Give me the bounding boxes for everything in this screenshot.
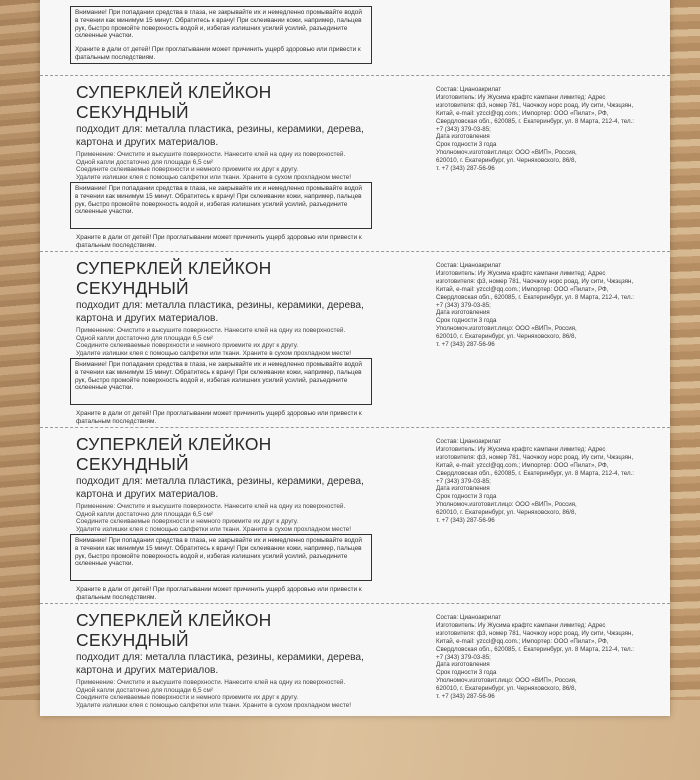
- materials-text: подходит для: металла пластика, резины, керамики, дерева, картона и других материалов.: [76, 476, 364, 500]
- product-title: [76, 610, 376, 650]
- warning-storage-text: Храните в дали от детей! При проглатывании может причинить ущерб здоровью или привести к фатальным последствиям.: [76, 234, 362, 249]
- usage-instructions: Применение: Очистите и высушите поверхности. Нанесите клей на одну из поверхностей. Одной капли достаточно для площади 6,5 см² Соедините склеиваемые поверхности и немного прижмите их друг к другу. Удалите излишки клея с помощью салфетки или ткани. Храните в сухом прохладном месте!: [76, 327, 352, 357]
- product-title-line1: СУПЕРКЛЕЙ КЛЕЙКОН: [76, 258, 272, 278]
- usage-instructions: Применение: Очистите и высушите поверхности. Нанесите клей на одну из поверхностей. Одной капли достаточно для площади 6,5 см² Соедините склеиваемые поверхности и немного прижмите их друг к другу. Удалите излишки клея с помощью салфетки или ткани. Храните в сухом прохладном месте!: [76, 679, 352, 709]
- product-title-line1: СУПЕРКЛЕЙ КЛЕЙКОН: [76, 434, 272, 454]
- warning-storage-text: Храните в дали от детей! При проглатывании может причинить ущерб здоровью или привести к фатальным последствиям.: [75, 46, 361, 61]
- glue-label-2: [40, 251, 670, 428]
- warning-box: [70, 6, 372, 64]
- product-title: [76, 82, 376, 122]
- glue-label-1: [40, 75, 670, 252]
- warning-storage-text: Храните в дали от детей! При проглатывании может причинить ущерб здоровью или привести к фатальным последствиям.: [76, 410, 362, 425]
- materials-text: подходит для: металла пластика, резины, керамики, дерева, картона и других материалов.: [76, 652, 364, 676]
- label-partial-top: [40, 0, 670, 75]
- usage-instructions: Применение: Очистите и высушите поверхности. Нанесите клей на одну из поверхностей. Одной капли достаточно для площади 6,5 см² Соедините склеиваемые поверхности и немного прижмите их друг к другу. Удалите излишки клея с помощью салфетки или ткани. Храните в сухом прохладном месте!: [76, 151, 352, 181]
- warning-text: Внимание! При попадании средства в глаза, не закрывайте их и немедленно промывайте водой в течении как минимум 15 минут. Обратитесь к врачу! При склеивании кожи, например, пальцев рук, быстро промойте поверхность водой и, избегая излишних усилий усилий, разъедините склеенные участки.: [75, 361, 362, 392]
- manufacturer-info: Состав: Цианоакрилат Изготовитель: Иу Жусима крафтс кампани лимитед: Адрес изготовителя: ф3, номер 781, Чаочжоу норс роад, Иу сити, Чжэцзян, Китай, e-mail: yzccl@qq.com.; Импортер: ООО «Пилат», РФ, Свердловская обл., 620085, г. Екатеринбург, ул. 8 Марта, 212-4, тел.: +7 (343) 379-03-85; Дата изготовления Срок годности 3 года Уполномоч.изготовит.лицо: ООО «ВИП», Россия, 620010, г. Екатеринбург, ул. Черняховского, 86/8, т. +7 (343) 287-56-96: [436, 438, 635, 525]
- manufacturer-info: Состав: Цианоакрилат Изготовитель: Иу Жусима крафтс кампани лимитед: Адрес изготовителя: ф3, номер 781, Чаочжоу норс роад, Иу сити, Чжэцзян, Китай, e-mail: yzccl@qq.com.; Импортер: ООО «Пилат», РФ, Свердловская обл., 620085, г. Екатеринбург, ул. 8 Марта, 212-4, тел.: +7 (343) 379-03-85; Дата изготовления Срок годности 3 года Уполномоч.изготовит.лицо: ООО «ВИП», Россия, 620010, г. Екатеринбург, ул. Черняховского, 86/8, т. +7 (343) 287-56-96: [436, 614, 635, 701]
- warning-text: Внимание! При попадании средства в глаза, не закрывайте их и немедленно промывайте водой в течении как минимум 15 минут. Обратитесь к врачу! При склеивании кожи, например, пальцев рук, быстро промойте поверхность водой и, избегая излишних усилий усилий, разъедините склеенные участки.: [75, 9, 362, 40]
- product-title-line1: СУПЕРКЛЕЙ КЛЕЙКОН: [76, 610, 272, 630]
- warning-box: [70, 182, 372, 229]
- manufacturer-info: Состав: Цианоакрилат Изготовитель: Иу Жусима крафтс кампани лимитед: Адрес изготовителя: ф3, номер 781, Чаочжоу норс роад, Иу сити, Чжэцзян, Китай, e-mail: yzccl@qq.com.; Импортер: ООО «Пилат», РФ, Свердловская обл., 620085, г. Екатеринбург, ул. 8 Марта, 212-4, тел.: +7 (343) 379-03-85; Дата изготовления Срок годности 3 года Уполномоч.изготовит.лицо: ООО «ВИП», Россия, 620010, г. Екатеринбург, ул. Черняховского, 86/8, т. +7 (343) 287-56-96: [436, 86, 635, 173]
- materials-text: подходит для: металла пластика, резины, керамики, дерева, картона и других материалов.: [76, 300, 364, 324]
- usage-instructions: Применение: Очистите и высушите поверхности. Нанесите клей на одну из поверхностей. Одной капли достаточно для площади 6,5 см² Соедините склеиваемые поверхности и немного прижмите их друг к другу. Удалите излишки клея с помощью салфетки или ткани. Храните в сухом прохладном месте!: [76, 503, 352, 533]
- product-title-line2: СЕКУНДНЫЙ: [76, 102, 189, 122]
- label-sheet: [40, 0, 670, 716]
- product-title: [76, 434, 376, 474]
- manufacturer-info: Состав: Цианоакрилат Изготовитель: Иу Жусима крафтс кампани лимитед: Адрес изготовителя: ф3, номер 781, Чаочжоу норс роад, Иу сити, Чжэцзян, Китай, e-mail: yzccl@qq.com.; Импортер: ООО «Пилат», РФ, Свердловская обл., 620085, г. Екатеринбург, ул. 8 Марта, 212-4, тел.: +7 (343) 379-03-85; Дата изготовления Срок годности 3 года Уполномоч.изготовит.лицо: ООО «ВИП», Россия, 620010, г. Екатеринбург, ул. Черняховского, 86/8, т. +7 (343) 287-56-96: [436, 262, 635, 349]
- wood-background-right: [666, 0, 700, 700]
- warning-box: [70, 534, 372, 581]
- product-title-line2: СЕКУНДНЫЙ: [76, 278, 189, 298]
- product-title-line1: СУПЕРКЛЕЙ КЛЕЙКОН: [76, 82, 272, 102]
- glue-label-3: [40, 427, 670, 604]
- product-title: [76, 258, 376, 298]
- warning-text: Внимание! При попадании средства в глаза, не закрывайте их и немедленно промывайте водой в течении как минимум 15 минут. Обратитесь к врачу! При склеивании кожи, например, пальцев рук, быстро промойте поверхность водой и, избегая излишних усилий усилий, разъедините склеенные участки.: [75, 537, 362, 568]
- product-title-line2: СЕКУНДНЫЙ: [76, 454, 189, 474]
- warning-storage-text: Храните в дали от детей! При проглатывании может причинить ущерб здоровью или привести к фатальным последствиям.: [76, 586, 362, 601]
- glue-label-4: [40, 603, 670, 780]
- warning-text: Внимание! При попадании средства в глаза, не закрывайте их и немедленно промывайте водой в течении как минимум 15 минут. Обратитесь к врачу! При склеивании кожи, например, пальцев рук, быстро промойте поверхность водой и, избегая излишних усилий усилий, разъедините склеенные участки.: [75, 185, 362, 216]
- materials-text: подходит для: металла пластика, резины, керамики, дерева, картона и других материалов.: [76, 124, 364, 148]
- warning-box: [70, 358, 372, 405]
- product-title-line2: СЕКУНДНЫЙ: [76, 630, 189, 650]
